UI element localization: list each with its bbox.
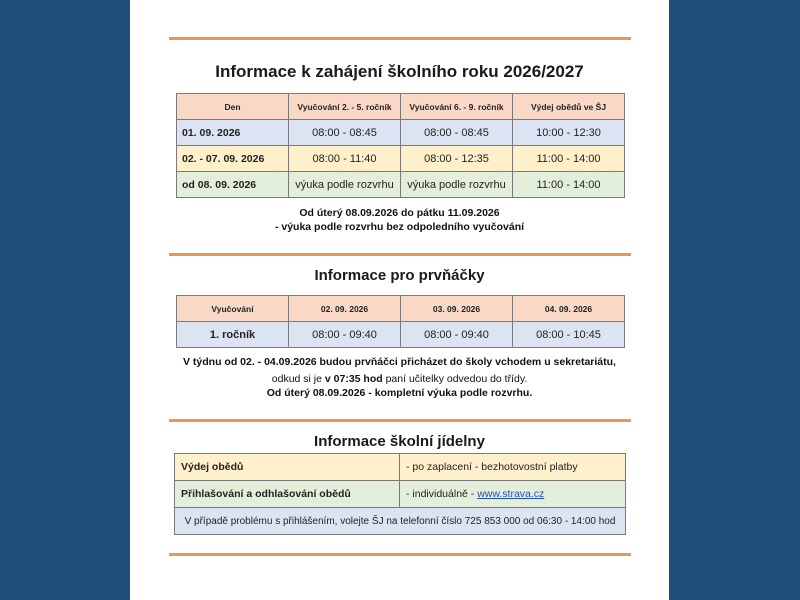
schedule-header-day: Den bbox=[177, 94, 289, 120]
first-graders-header-row bbox=[177, 296, 625, 322]
schedule-cell: 08:00 - 08:45 bbox=[401, 120, 513, 146]
table-row bbox=[175, 454, 626, 481]
schedule-note-2: - výuka podle rozvrhu bez odpoledního vyučování bbox=[274, 221, 525, 233]
canteen-row-value: - po zaplacení - bezhotovostní platby bbox=[400, 454, 626, 481]
schedule-cell: 08:00 - 12:35 bbox=[401, 146, 513, 172]
schedule-cell: 08:00 - 11:40 bbox=[289, 146, 401, 172]
first-graders-row-label: 1. ročník bbox=[177, 322, 289, 348]
schedule-table bbox=[176, 93, 625, 198]
divider-top bbox=[169, 37, 631, 40]
schedule-header-row bbox=[177, 94, 625, 120]
first-graders-title: Informace pro prvňáčky bbox=[314, 267, 485, 284]
schedule-cell: 08:00 - 08:45 bbox=[289, 120, 401, 146]
table-row bbox=[175, 508, 626, 535]
canteen-note: V případě problému s přihlášením, volejte ŠJ na telefonní číslo 725 853 000 od 06:30 - 14:00 hod bbox=[175, 508, 626, 535]
canteen-row-value bbox=[400, 481, 626, 508]
schedule-cell: výuka podle rozvrhu bbox=[289, 172, 401, 198]
table-row bbox=[177, 322, 625, 348]
strava-link[interactable]: www.strava.cz bbox=[477, 488, 545, 500]
canteen-row-label: Výdej obědů bbox=[175, 454, 400, 481]
schedule-day-cell: 01. 09. 2026 bbox=[177, 120, 289, 146]
table-row bbox=[177, 120, 625, 146]
first-graders-note-1: V týdnu od 02. - 04.09.2026 budou prvňáčci přicházet do školy vchodem u sekretariátu, bbox=[183, 356, 616, 368]
divider-first-graders bbox=[169, 253, 631, 256]
first-graders-note-2b: v 07:35 hod bbox=[324, 373, 383, 385]
table-row bbox=[175, 481, 626, 508]
table-row bbox=[177, 146, 625, 172]
first-graders-cell: 08:00 - 09:40 bbox=[401, 322, 513, 348]
first-graders-table bbox=[176, 295, 625, 348]
page-title: Informace k zahájení školního roku 2026/2027 bbox=[215, 62, 584, 81]
schedule-header-lunch: Výdej obědů ve ŠJ bbox=[513, 94, 625, 120]
schedule-cell: výuka podle rozvrhu bbox=[401, 172, 513, 198]
divider-canteen bbox=[169, 419, 631, 422]
first-graders-header-date: 02. 09. 2026 bbox=[289, 296, 401, 322]
first-graders-note-2a: odkud si je bbox=[271, 373, 325, 385]
canteen-row-value-prefix: - individuálně - bbox=[406, 488, 478, 500]
schedule-day-cell: 02. - 07. 09. 2026 bbox=[177, 146, 289, 172]
schedule-header-grade-2-5: Vyučování 2. - 5. ročník bbox=[289, 94, 401, 120]
first-graders-header-date: 03. 09. 2026 bbox=[401, 296, 513, 322]
first-graders-note-2c: paní učitelky odvedou do třídy. bbox=[382, 373, 528, 385]
first-graders-header-date: 04. 09. 2026 bbox=[513, 296, 625, 322]
table-row bbox=[177, 172, 625, 198]
document-page bbox=[130, 0, 669, 600]
schedule-header-grade-6-9: Vyučování 6. - 9. ročník bbox=[401, 94, 513, 120]
canteen-row-label: Přihlašování a odhlašování obědů bbox=[175, 481, 400, 508]
schedule-cell: 11:00 - 14:00 bbox=[513, 146, 625, 172]
schedule-cell: 11:00 - 14:00 bbox=[513, 172, 625, 198]
schedule-day-cell: od 08. 09. 2026 bbox=[177, 172, 289, 198]
first-graders-note-3: Od úterý 08.09.2026 - kompletní výuka podle rozvrhu. bbox=[266, 387, 533, 399]
canteen-table bbox=[174, 453, 626, 535]
first-graders-note-2 bbox=[130, 372, 669, 386]
schedule-note-1: Od úterý 08.09.2026 do pátku 11.09.2026 bbox=[299, 207, 500, 219]
first-graders-cell: 08:00 - 10:45 bbox=[513, 322, 625, 348]
schedule-cell: 10:00 - 12:30 bbox=[513, 120, 625, 146]
divider-bottom bbox=[169, 553, 631, 556]
canteen-title: Informace školní jídelny bbox=[314, 433, 485, 450]
first-graders-header-label: Vyučování bbox=[177, 296, 289, 322]
first-graders-cell: 08:00 - 09:40 bbox=[289, 322, 401, 348]
